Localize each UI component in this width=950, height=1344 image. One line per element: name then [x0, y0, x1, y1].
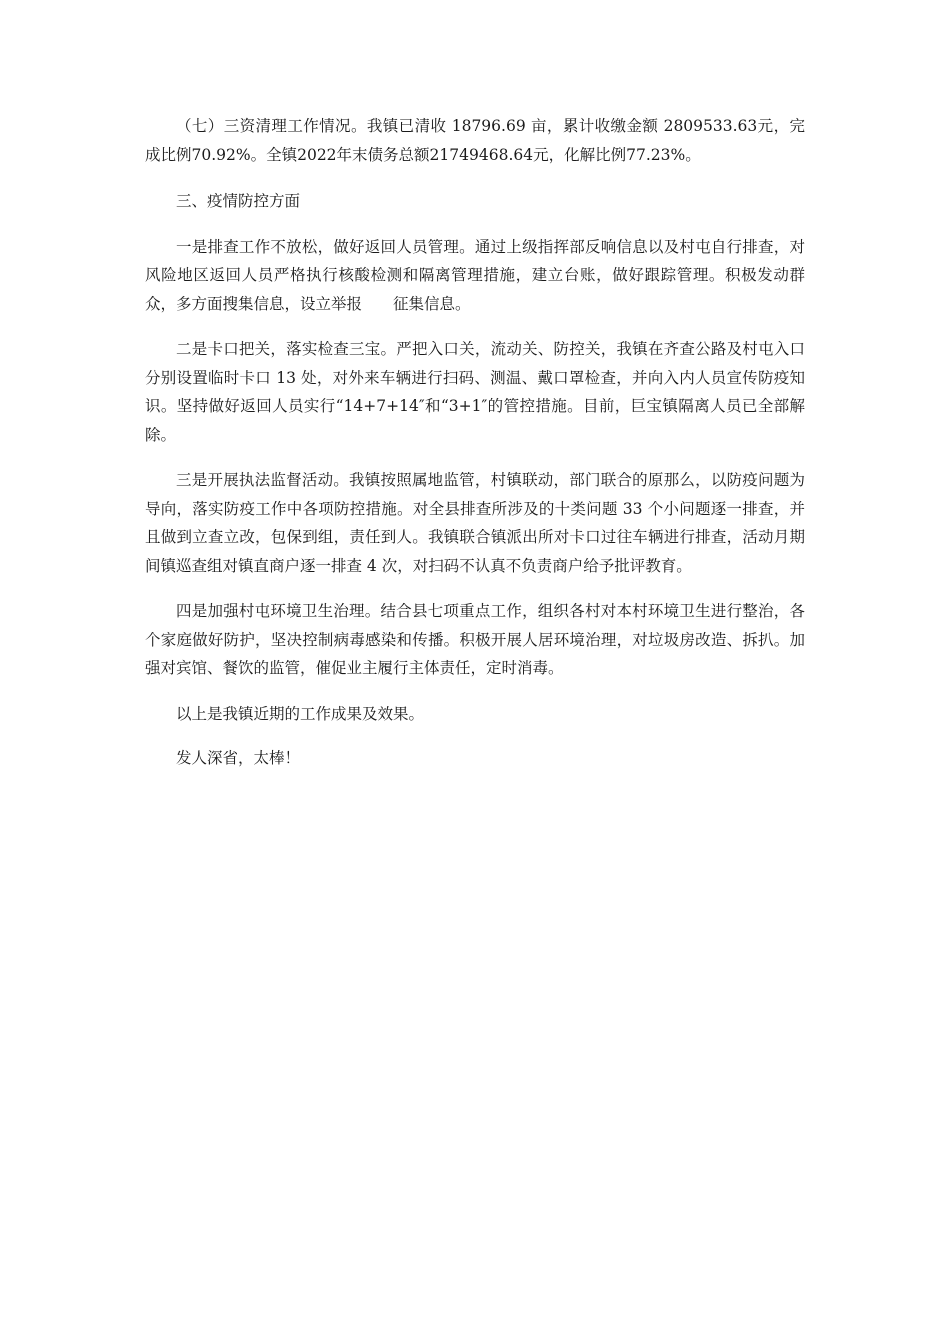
section-heading-epidemic-control: 三、疫情防控方面	[176, 192, 301, 210]
paragraph-environmental-sanitation: 四是加强村屯环境卫生治理。结合县七项重点工作，组织各村对本村环境卫生进行整治，各个家庭做好防护，坚决控制病毒感染和传播。积极开展人居环境治理，对垃圾房改造、拆扒。加强对宾馆、餐饮的监管，催促业主履行主体责任，定时消毒。	[145, 602, 805, 677]
paragraph-screening-work: 一是排查工作不放松，做好返回人员管理。通过上级指挥部反响信息以及村屯自行排查，对风险地区返回人员严格执行核酸检测和隔离管理措施，建立台账，做好跟踪管理。积极发动群众，多方面搜集信息，设立举报 征集信息。	[145, 237, 805, 313]
paragraph-three-assets-cleanup: （七）三资清理工作情况。我镇已清收 18796.69 亩，累计收缴金额 2809533.63元，完成比例70.92%。全镇2022年末债务总额21749468.64元，化解比例77.23%。	[145, 117, 805, 164]
paragraph-law-enforcement-supervision: 三是开展执法监督活动。我镇按照属地监管，村镇联动，部门联合的原那么，以防疫问题为导向，落实防疫工作中各项防控措施。对全县排查所涉及的十类问题 33 个小问题逐一排查，并且做到立查立改，包保到组，责任到人。我镇联合镇派出所对卡口过往车辆进行排查，活动月期间镇巡查组对镇直商户逐一排查 4 次，对扫码不认真不负责商户给予批评教育。	[145, 471, 805, 575]
document-body	[145, 112, 805, 773]
paragraph-checkpoint-control: 二是卡口把关，落实检查三宝。严把入口关，流动关、防控关，我镇在齐查公路及村屯入口分别设置临时卡口 13 处，对外来车辆进行扫码、测温、戴口罩检查，并向入内人员宣传防疫知识。坚持做好返回人员实行“14+7+14″和“3+1″的管控措施。目前，巨宝镇隔离人员已全部解除。	[145, 340, 805, 444]
paragraph-summary: 以上是我镇近期的工作成果及效果。	[176, 704, 425, 723]
paragraph-closing-remark: 发人深省，太棒！	[176, 749, 301, 767]
